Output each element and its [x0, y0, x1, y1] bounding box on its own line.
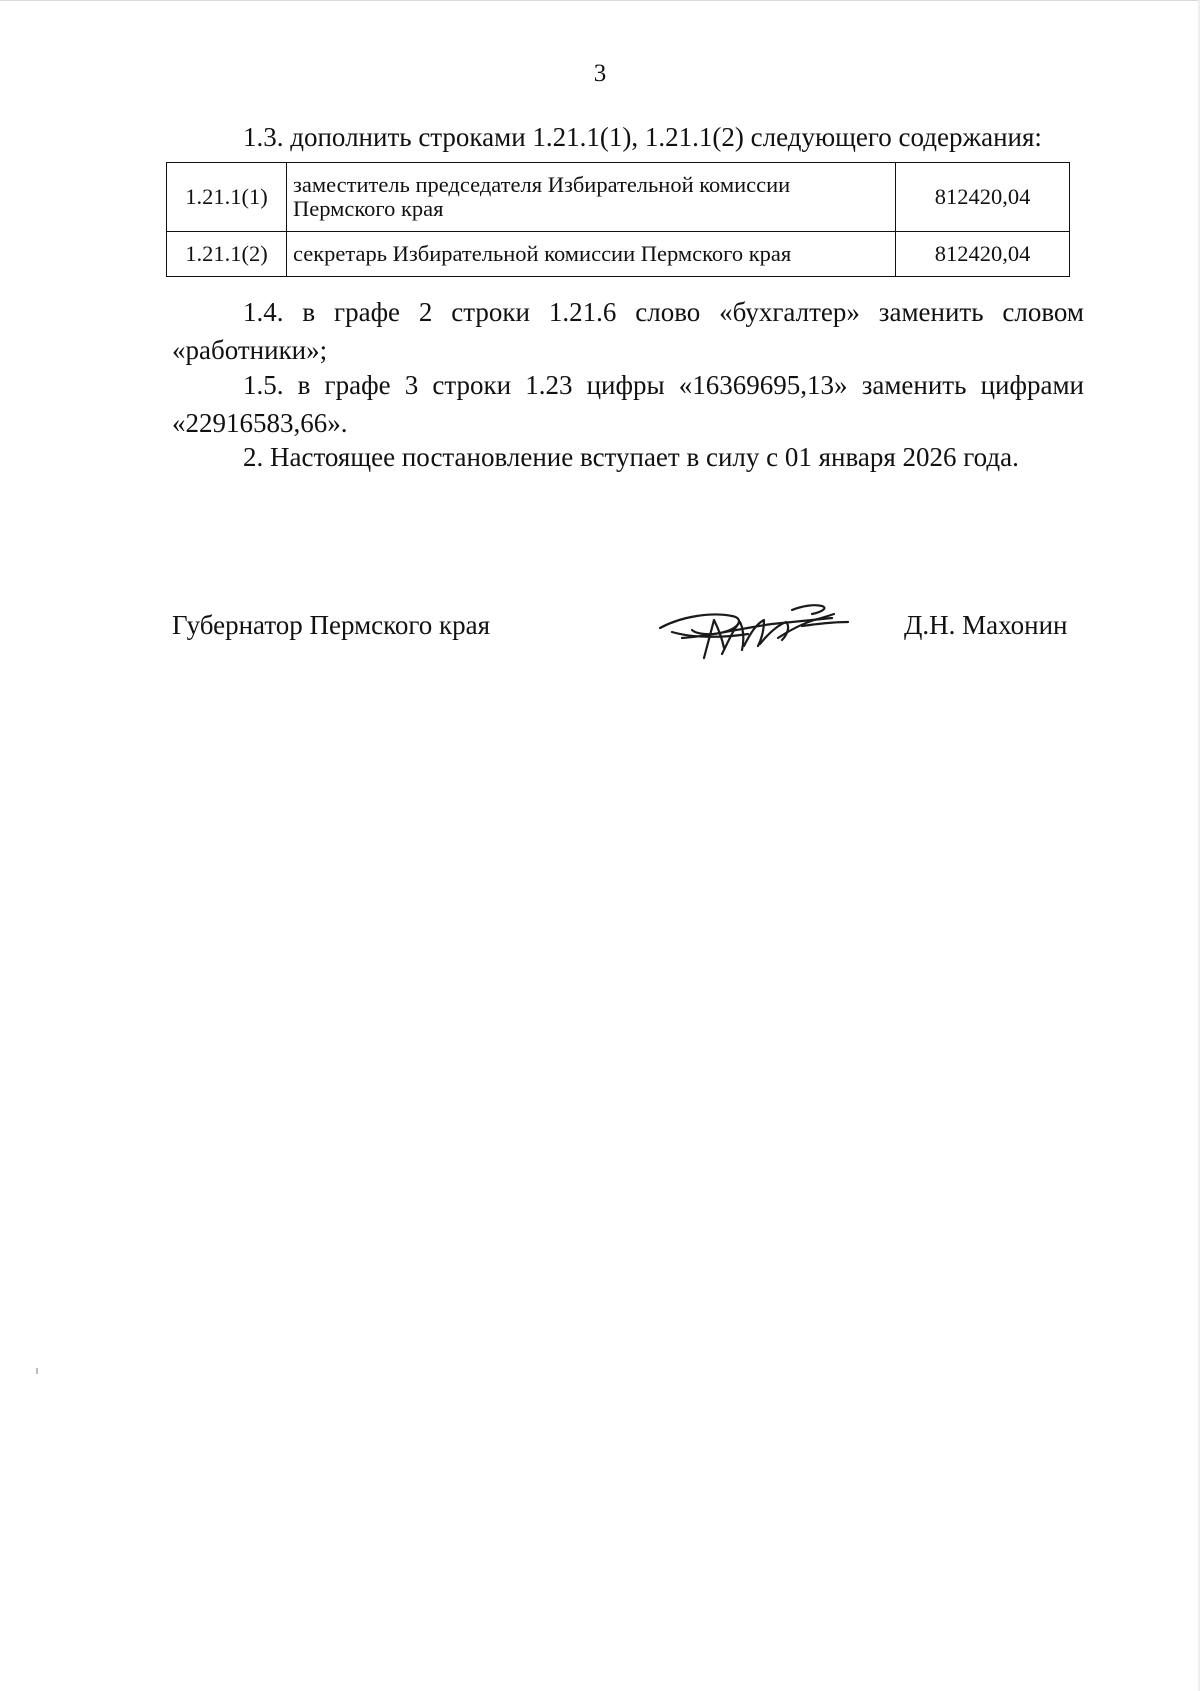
- row-code: 1.21.1(2): [167, 232, 287, 277]
- insert-rows-table: [166, 162, 1070, 277]
- scan-artifact-top-line: [0, 0, 1200, 1]
- table-row: [167, 163, 1070, 232]
- handwritten-signature: [652, 598, 852, 660]
- paragraph-1-3: 1.3. дополнить строками 1.21.1(1), 1.21.1(2) следующего содержания:: [243, 122, 1042, 152]
- scan-artifact-speck: [36, 1368, 38, 1374]
- row-name: заместитель председателя Избирательной комиссии Пермского края: [287, 163, 896, 232]
- paragraph-2: 2. Настоящее постановление вступает в силу с 01 января 2026 года.: [243, 442, 1019, 472]
- paragraph-1-5: 1.5. в графе 3 строки 1.23 цифры «16369695,13» заменить цифрами «22916583,66».: [172, 370, 1084, 438]
- signatory-position: Губернатор Пермского края: [172, 610, 491, 640]
- row-name: секретарь Избирательной комиссии Пермского края: [287, 232, 896, 277]
- paragraph-1-4: 1.4. в графе 2 строки 1.21.6 слово «бухгалтер» заменить словом «работники»;: [172, 297, 1084, 365]
- row-value: 812420,04: [896, 232, 1070, 277]
- table-row: [167, 232, 1070, 277]
- page-number: 3: [593, 60, 607, 87]
- row-code: 1.21.1(1): [167, 163, 287, 232]
- signatory-name: Д.Н. Махонин: [904, 610, 1068, 640]
- row-value: 812420,04: [896, 163, 1070, 232]
